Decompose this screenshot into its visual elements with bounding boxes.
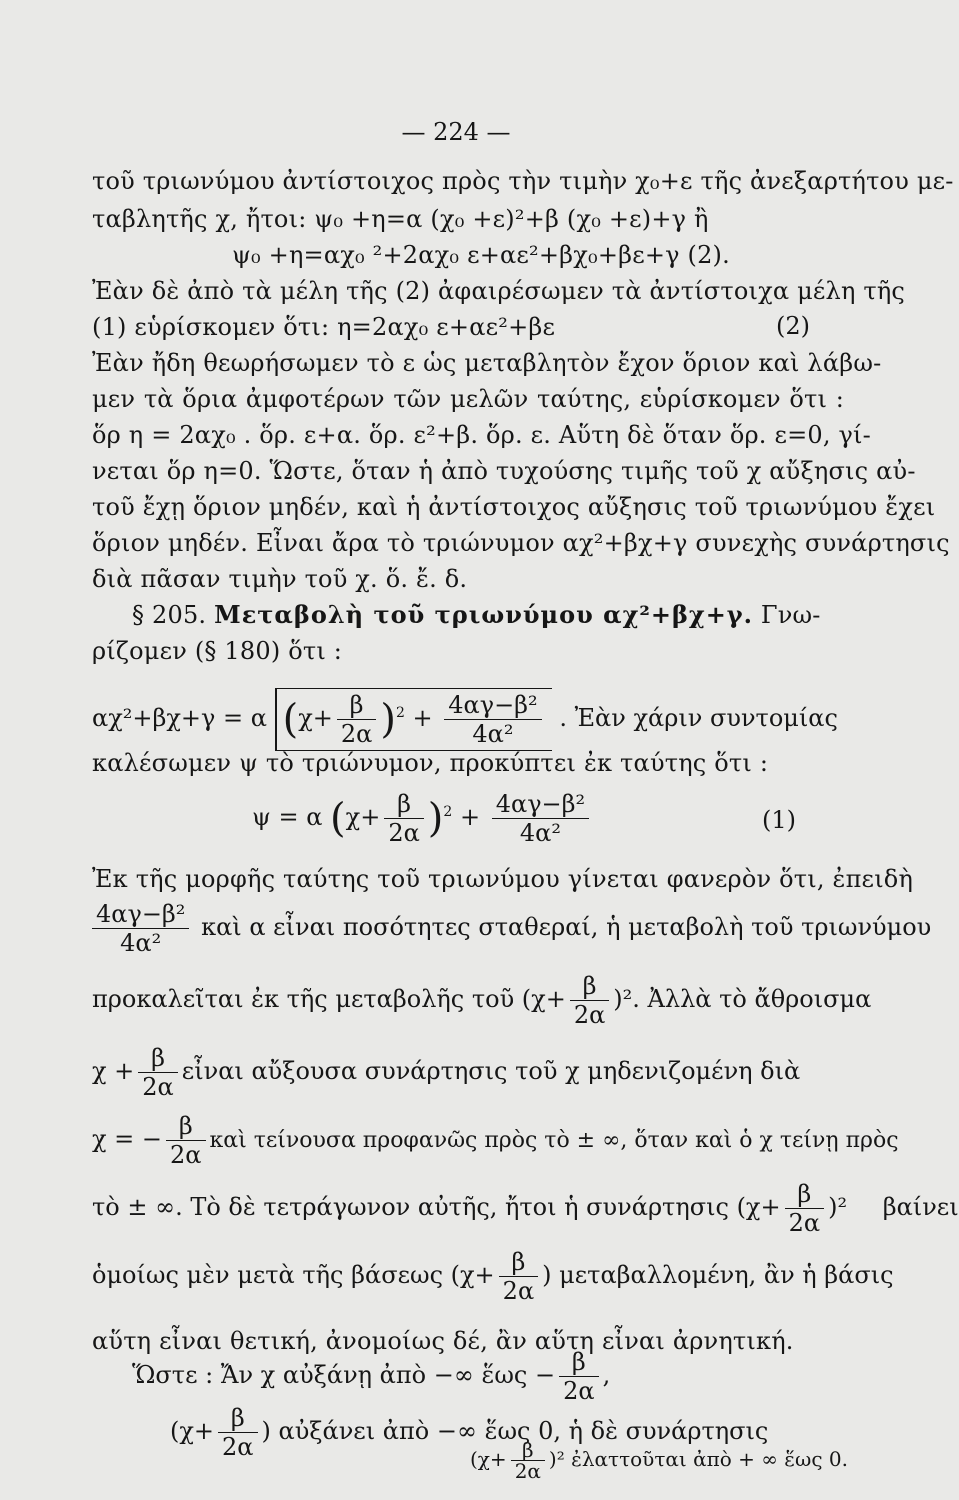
text-line: καλέσωμεν ψ τὸ τριώνυμον, προκύπτει ἐκ ταύτης ὅτι :	[92, 749, 769, 777]
fraction	[384, 790, 423, 847]
equation-tag: (1)	[762, 806, 796, 834]
open-paren: (	[330, 795, 346, 842]
text-line: νεται ὅρ η=0. Ὥστε, ὅταν ἡ ἀπὸ τυχούσης τιμῆς τοῦ χ αὔξησις αὐ-	[92, 457, 916, 485]
psi-equation	[252, 790, 593, 847]
eq-lhs: ψ = α	[252, 803, 323, 831]
text-line: Ἐκ τῆς μορφῆς ταύτης τοῦ τριωνύμου γίνεται φανερὸν ὅτι, ἐπειδὴ	[92, 865, 914, 893]
text-segment: )²	[828, 1193, 848, 1221]
fraction	[166, 1112, 205, 1169]
text-line-with-fraction	[92, 1180, 959, 1237]
eq-plus: +	[459, 803, 481, 831]
close-paren: )	[427, 795, 444, 842]
identity-equation	[92, 688, 838, 751]
text-line: αὕτη εἶναι θετική, ἀνομοίως δέ, ἂν αὕτη εἶναι ἀρνητική.	[92, 1327, 794, 1355]
text-segment: ὁμοίως μὲν μετὰ τῆς βάσεως (χ+	[92, 1261, 495, 1289]
fraction-numerator: β	[151, 1044, 165, 1072]
text-line-with-fraction	[470, 1440, 848, 1481]
eq-trailing-text: . Ἐὰν χάριν συντομίας	[559, 704, 838, 732]
fraction-numerator: β	[511, 1248, 526, 1276]
exponent: 2	[443, 804, 453, 820]
fraction-denominator: 2α	[511, 1460, 545, 1481]
fraction	[218, 1404, 257, 1461]
fraction	[499, 1248, 538, 1305]
section-title: Μεταβολὴ τοῦ τριωνύμου αχ²+βχ+γ.	[214, 600, 754, 629]
fraction	[570, 972, 609, 1029]
fraction-numerator: β	[522, 1438, 534, 1462]
text-line-with-fraction	[132, 1348, 610, 1405]
eq-lhs: αχ²+βχ+γ = α	[92, 704, 267, 732]
fraction-denominator: 2α	[337, 719, 376, 748]
text-segment: προκαλεῖται ἐκ τῆς μεταβολῆς τοῦ (χ+	[92, 985, 566, 1013]
fraction-numerator: β	[349, 691, 364, 719]
text-segment: )². Ἀλλὰ τὸ ἄθροισμα	[613, 985, 872, 1013]
text-segment: βαίνει	[882, 1193, 959, 1221]
fraction-denominator: 2α	[384, 818, 423, 847]
fraction-denominator: 4α²	[444, 719, 541, 748]
text-segment: χ = −	[92, 1125, 163, 1153]
text-line-with-fraction	[92, 900, 931, 957]
text-line: ταβλητῆς χ, ἤτοι: ψ₀ +η=α (χ₀ +ε)²+β (χ₀ +ε)+γ ἢ	[92, 205, 709, 233]
text-segment: )² ἐλαττοῦται ἀπὸ + ∞ ἕως 0.	[548, 1447, 848, 1471]
text-segment: (χ+	[470, 1447, 507, 1471]
text-line: διὰ πᾶσαν τιμὴν τοῦ χ. ὅ. ἔ. δ.	[92, 565, 468, 593]
text-line-with-fraction	[92, 1112, 899, 1169]
text-segment: καὶ α εἶναι ποσότητες σταθεραί, ἡ μεταβολὴ τοῦ τριωνύμου	[201, 913, 932, 941]
text-line-with-fraction	[92, 1044, 800, 1101]
equation-line: ψ₀ +η=αχ₀ ²+2αχ₀ ε+αε²+βχ₀+βε+γ (2).	[232, 241, 730, 269]
text-line: τοῦ τριωνύμου ἀντίστοιχος πρὸς τὴν τιμὴν χ₀+ε τῆς ἀνεξαρτήτου με-	[92, 167, 954, 195]
text-segment: τὸ ± ∞. Τὸ δὲ τετράγωνον αὐτῆς, ἤτοι ἡ συνάρτησις (χ+	[92, 1193, 781, 1221]
text-line: μεν τὰ ὅρια ἀμφοτέρων τῶν μελῶν ταύτης, εὑρίσκομεν ὅτι :	[92, 385, 844, 413]
text-line: ὅριον μηδέν. Εἶναι ἄρα τὸ τριώνυμον αχ²+βχ+γ συνεχὴς συνάρτησις	[92, 529, 950, 557]
section-marker: § 205.	[132, 601, 207, 629]
fraction	[492, 790, 589, 847]
exponent: 2	[395, 705, 405, 721]
text-line: Ἐὰν δὲ ἀπὸ τὰ μέλη τῆς (2) ἀφαιρέσωμεν τὰ ἀντίστοιχα μέλη τῆς	[92, 277, 906, 305]
text-line: Ἐὰν ἤδη θεωρήσωμεν τὸ ε ὡς μεταβλητὸν ἔχον ὅριον καὶ λάβω-	[92, 349, 882, 377]
close-paren: )	[380, 696, 396, 743]
fraction-numerator: β	[178, 1112, 193, 1140]
fraction	[511, 1440, 545, 1481]
fraction	[138, 1044, 177, 1101]
fraction-numerator: β	[582, 972, 597, 1000]
text-segment: Ὥστε : Ἄν χ αὐξάνῃ ἀπὸ −∞ ἕως −	[132, 1361, 556, 1389]
fraction-denominator: 2α	[570, 1000, 609, 1029]
fraction	[444, 691, 541, 748]
text-segment: ,	[602, 1361, 611, 1389]
fraction	[559, 1348, 598, 1405]
fraction-numerator: 4αγ−β²	[495, 790, 586, 818]
equation-tag: (2)	[776, 312, 810, 340]
fraction-numerator: β	[797, 1180, 812, 1208]
eq-plus: +	[412, 704, 433, 732]
fraction-denominator: 4α²	[492, 818, 589, 847]
text-line: ὅρ η = 2αχ₀ . ὅρ. ε+α. ὅρ. ε²+β. ὅρ. ε. Αὕτη δὲ ὅταν ὅρ. ε=0, γί-	[92, 421, 871, 449]
text-segment: εἶναι αὔξουσα συνάρτησις τοῦ χ μηδενιζομένη διὰ	[181, 1057, 801, 1085]
fraction-denominator: 2α	[218, 1432, 257, 1461]
fraction-denominator: 4α²	[92, 928, 189, 957]
fraction-numerator: 4αγ−β²	[96, 900, 186, 928]
fraction-numerator: β	[230, 1404, 245, 1432]
text-line-with-fraction	[92, 972, 871, 1029]
text-line: (1) εὑρίσκομεν ὅτι: η=2αχ₀ ε+αε²+βε	[92, 313, 556, 341]
fraction-denominator: 2α	[166, 1140, 205, 1169]
bracket-group	[275, 688, 552, 751]
text-line-with-fraction	[92, 1248, 894, 1305]
fraction-denominator: 2α	[138, 1072, 177, 1101]
text-segment: (χ+	[170, 1417, 215, 1445]
fraction-numerator: 4αγ−β²	[448, 691, 538, 719]
fraction-numerator: β	[397, 790, 411, 818]
fraction	[785, 1180, 824, 1237]
fraction	[92, 900, 189, 957]
text-line: τοῦ ἔχῃ ὅριον μηδέν, καὶ ἡ ἀντίστοιχος αὔξησις τοῦ τριωνύμου ἔχει	[92, 493, 936, 521]
text-segment: ) μεταβαλλομένη, ἂν ἡ βάσις	[542, 1261, 894, 1289]
page-number: — 224 —	[401, 118, 511, 146]
eq-term: χ+	[345, 803, 381, 831]
fraction-denominator: 2α	[785, 1208, 824, 1237]
fraction-denominator: 2α	[559, 1376, 598, 1405]
fraction-numerator: β	[571, 1348, 586, 1376]
text-segment: χ +	[92, 1057, 135, 1085]
text-segment: ) αὐξάνει ἀπὸ −∞ ἕως 0, ἡ δὲ συνάρτησις	[261, 1417, 769, 1445]
text-segment: καὶ τείνουσα προφανῶς πρὸς τὸ ± ∞, ὅταν καὶ ὁ χ τείνῃ πρὸς	[209, 1128, 899, 1153]
eq-term: χ+	[298, 704, 333, 732]
open-paren: (	[282, 696, 299, 743]
section-heading	[132, 600, 844, 630]
fraction	[337, 691, 376, 748]
fraction-denominator: 2α	[499, 1276, 538, 1305]
text-line: ρίζομεν (§ 180) ὅτι :	[92, 637, 343, 665]
section-tail: Γνω-	[760, 601, 821, 629]
